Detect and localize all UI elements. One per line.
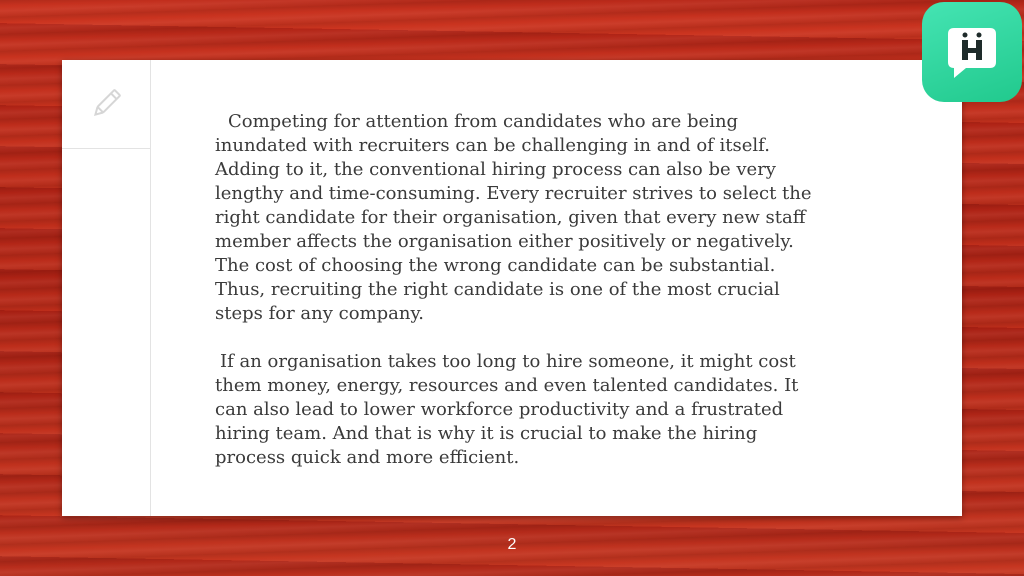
pencil-icon — [88, 86, 124, 122]
card-gutter — [62, 60, 151, 516]
slide-card — [62, 60, 962, 516]
body-paragraph-1: Competing for attention from candidates who are being inundated with recruiters can be challenging in and of itself. Adding to it, the conventional hiring process can also be very lengthy and time-consuming. Every recruiter strives to select the right candidate for their organisation, given that every new staff member affects the organisation either positively or negatively. The cost of choosing the wrong candidate can be substantial. Thus, recruiting the right candidate is one of the most crucial steps for any company. — [215, 111, 812, 324]
gutter-header — [62, 60, 150, 149]
page-number: 2 — [507, 536, 517, 553]
hirequotient-logo-icon — [922, 2, 1022, 102]
slide-body — [215, 110, 815, 494]
body-paragraph-2: If an organisation takes too long to hire someone, it might cost them money, energy, resources and even talented candidates. It can also lead to lower workforce productivity and a frustrated hiring team. And that is why it is crucial to make the hiring process quick and more efficient. — [215, 351, 799, 468]
